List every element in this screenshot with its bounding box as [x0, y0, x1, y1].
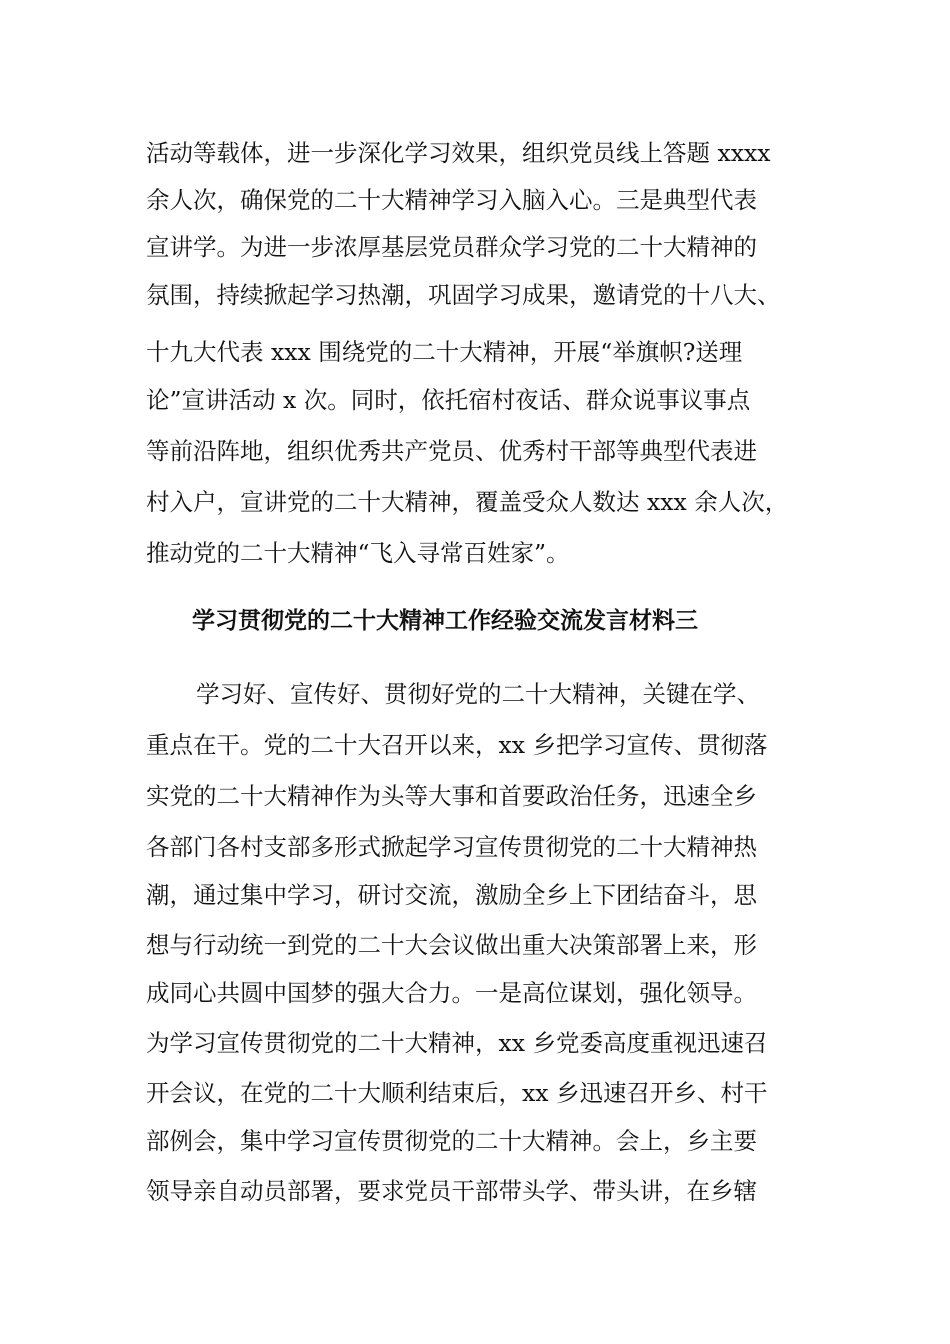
paragraph-line: 学习好、宣传好、贯彻好党的二十大精神，关键在学、 — [196, 680, 760, 708]
paragraph-line: 宣讲学。为进一步浓厚基层党员群众学习党的二十大精神的 — [146, 233, 757, 261]
paragraph-line: 氛围，持续掀起学习热潮，巩固学习成果，邀请党的十八大、 — [146, 281, 781, 309]
paragraph-line: 等前沿阵地，组织优秀共产党员、优秀村干部等典型代表进 — [146, 437, 757, 465]
paragraph-line: 领导亲自动员部署，要求党员干部带头学、带头讲，在乡辖 — [146, 1177, 757, 1205]
paragraph-line: 成同心共圆中国梦的强大合力。一是高位谋划，强化领导。 — [146, 979, 757, 1007]
paragraph-line: 重点在干。党的二十大召开以来，xx 乡把学习宣传、贯彻落 — [146, 731, 768, 759]
paragraph-line: 推动党的二十大精神“飞入寻常百姓家”。 — [146, 539, 570, 567]
paragraph-line: 开会议，在党的二十大顺利结束后，xx 乡迅速召开乡、村干 — [146, 1079, 768, 1107]
paragraph-line: 村入户，宣讲党的二十大精神，覆盖受众人数达 xxx 余人次， — [146, 488, 789, 516]
paragraph-line: 为学习宣传贯彻党的二十大精神，xx 乡党委高度重视迅速召 — [146, 1029, 768, 1057]
paragraph-line: 十九大代表 xxx 围绕党的二十大精神，开展“举旗帜?送理 — [146, 338, 743, 366]
paragraph-line: 活动等载体，进一步深化学习效果，组织党员线上答题 xxxx — [146, 139, 771, 167]
paragraph-line: 论”宣讲活动 x 次。同时，依托宿村夜话、群众说事议事点 — [146, 386, 751, 414]
paragraph-line: 实党的二十大精神作为头等大事和首要政治任务，迅速全乡 — [146, 782, 757, 810]
section-title: 学习贯彻党的二十大精神工作经验交流发言材料三 — [192, 608, 698, 634]
paragraph-line: 余人次，确保党的二十大精神学习入脑入心。三是典型代表 — [146, 186, 757, 214]
paragraph-line: 潮，通过集中学习，研讨交流，激励全乡上下团结奋斗，思 — [146, 881, 757, 909]
paragraph-line: 想与行动统一到党的二十大会议做出重大决策部署上来，形 — [146, 931, 757, 959]
paragraph-line: 部例会，集中学习宣传贯彻党的二十大精神。会上，乡主要 — [146, 1127, 757, 1155]
paragraph-line: 各部门各村支部多形式掀起学习宣传贯彻党的二十大精神热 — [146, 833, 757, 861]
